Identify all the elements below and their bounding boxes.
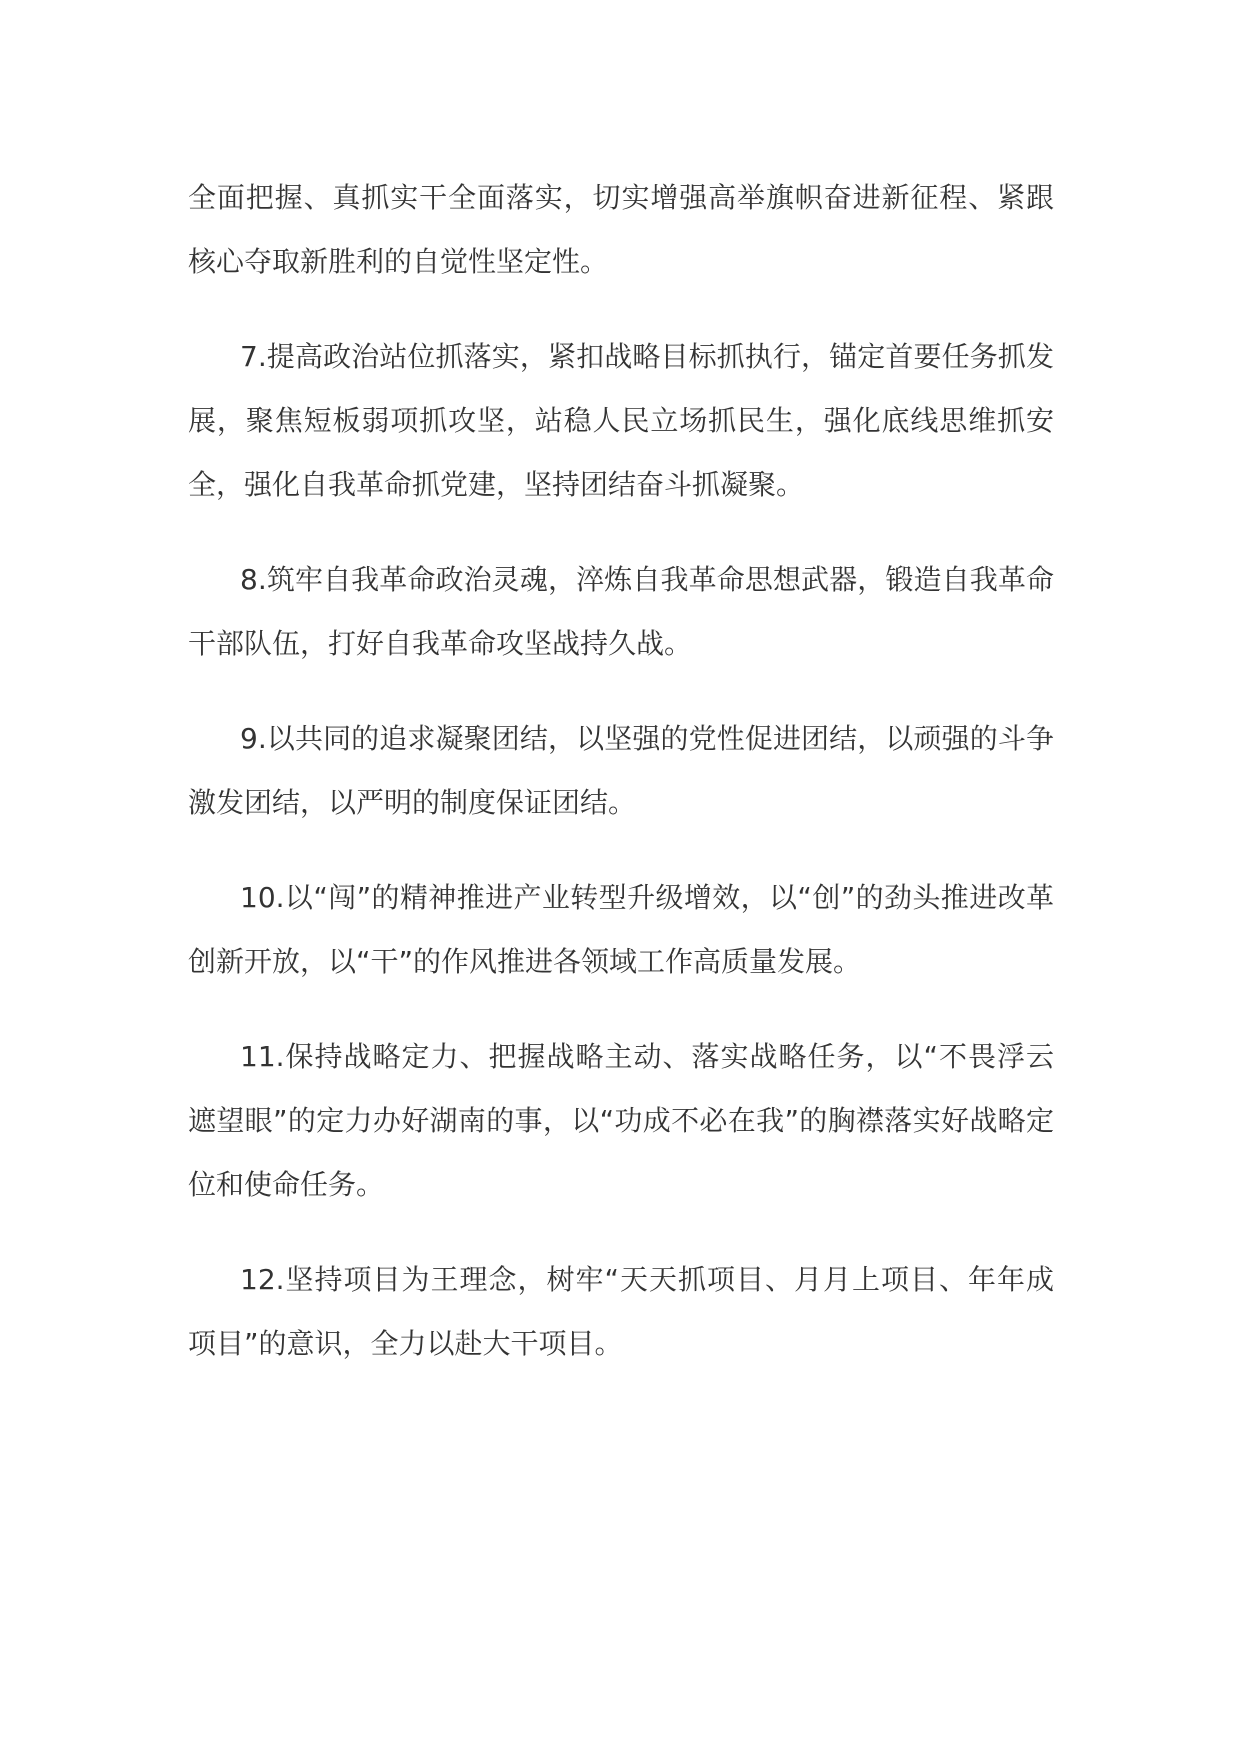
paragraph-item-9: 9.以共同的追求凝聚团结，以坚强的党性促进团结，以顽强的斗争激发团结，以严明的制度保证团结。 — [188, 722, 1054, 819]
document-body — [188, 166, 1054, 1407]
paragraph-continuation: 全面把握、真抓实干全面落实，切实增强高举旗帜奋进新征程、紧跟核心夺取新胜利的自觉性坚定性。 — [188, 181, 1054, 278]
paragraph-item-12: 12.坚持项目为王理念，树牢“天天抓项目、月月上项目、年年成项目”的意识，全力以赴大干项目。 — [188, 1263, 1054, 1360]
paragraph-item-10: 10.以“闯”的精神推进产业转型升级增效，以“创”的劲头推进改革创新开放，以“干”的作风推进各领域工作高质量发展。 — [188, 881, 1054, 978]
paragraph-item-8: 8.筑牢自我革命政治灵魂，淬炼自我革命思想武器，锻造自我革命干部队伍，打好自我革命攻坚战持久战。 — [188, 563, 1054, 660]
paragraph-item-7: 7.提高政治站位抓落实，紧扣战略目标抓执行，锚定首要任务抓发展，聚焦短板弱项抓攻坚，站稳人民立场抓民生，强化底线思维抓安全，强化自我革命抓党建，坚持团结奋斗抓凝聚。 — [188, 340, 1054, 501]
paragraph-item-11: 11.保持战略定力、把握战略主动、落实战略任务，以“不畏浮云遮望眼”的定力办好湖南的事，以“功成不必在我”的胸襟落实好战略定位和使命任务。 — [188, 1040, 1054, 1201]
